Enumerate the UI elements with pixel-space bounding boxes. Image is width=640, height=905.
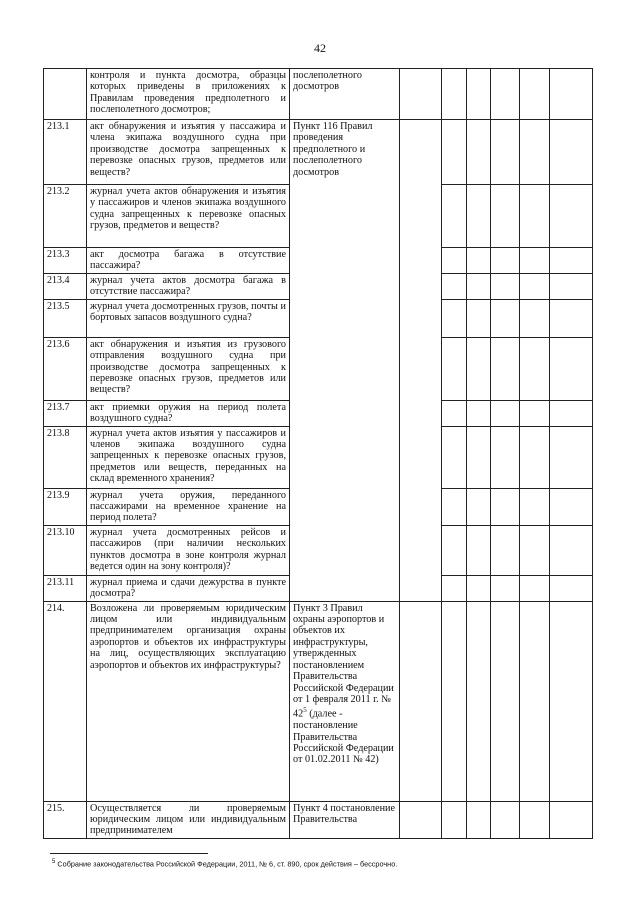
footnote-ref: 5 [303,706,307,715]
row-number: 213.2 [44,185,87,248]
answer-cell [520,120,550,185]
question-text: журнал учета досмотренных рейсов и пассажиров (при наличии нескольких пунктов досмотра в зоне контроля журнал ведется один на зону контроля)? [87,525,290,575]
answer-cell [442,185,467,248]
answer-cell [491,525,520,575]
answer-cell [442,426,467,488]
legal-basis: Пункт 4 постановление Правительства [290,801,400,838]
question-text: акт обнаружения и изъятия у пассажира и члена экипажа воздушного судна при производстве досмотра запрещенных к перевозке опасных грузов, предметов или веществ? [87,120,290,185]
question-text: журнал учета актов изъятия у пассажиров и членов экипажа воздушного судна запрещенных к перевозке опасных грузов, предметов или веществ, переданных на склад временного хранения? [87,426,290,488]
row-number: 213.3 [44,248,87,274]
question-text: журнал учета оружия, переданного пассажирами на временное хранение на период полета? [87,488,290,525]
footnote-mark: 5 [52,859,56,865]
answer-cell [491,801,520,838]
answer-cell [520,400,550,426]
table-row [44,120,593,185]
answer-cell [467,69,491,120]
answer-cell [400,69,442,120]
answer-cell [491,120,520,185]
answer-cell [550,525,593,575]
answer-cell [442,299,467,337]
question-text: акт досмотра багажа в отсутствие пассажира? [87,248,290,274]
row-number: 214. [44,601,87,801]
answer-cell [442,274,467,300]
answer-cell [550,337,593,400]
answer-cell [491,274,520,300]
question-text: акт приемки оружия на период полета воздушного судна? [87,400,290,426]
answer-cell [550,801,593,838]
answer-cell [467,248,491,274]
answer-cell [400,120,442,602]
answer-cell [520,426,550,488]
answer-cell [520,488,550,525]
table-row [44,601,593,801]
answer-cell [467,400,491,426]
answer-cell [550,274,593,300]
answer-cell [467,185,491,248]
answer-cell [550,601,593,801]
question-text: журнал учета актов досмотра багажа в отсутствие пассажира? [87,274,290,300]
answer-cell [520,185,550,248]
row-number: 215. [44,801,87,838]
page-number: 42 [314,41,326,55]
legal-basis [290,601,400,801]
question-text: Возложена ли проверяемым юридическим лицом или индивидуальным предпринимателем организация охраны аэропортов и объектов их инфраструктуры на лиц, осуществляющих эксплуатацию аэропортов и объектов их инфраструктуры? [87,601,290,801]
checklist-table [43,68,593,839]
answer-cell [442,525,467,575]
answer-cell [520,69,550,120]
row-number: 213.1 [44,120,87,185]
answer-cell [491,185,520,248]
answer-cell [467,488,491,525]
answer-cell [520,337,550,400]
answer-cell [520,274,550,300]
answer-cell [400,601,442,801]
answer-cell [550,299,593,337]
answer-cell [467,801,491,838]
answer-cell [467,337,491,400]
row-number: 213.9 [44,488,87,525]
answer-cell [400,801,442,838]
legal-basis-tail: (далее - постановление Правительства Российской Федерации от 01.02.2011 № 42) [293,708,394,766]
answer-cell [442,248,467,274]
answer-cell [467,426,491,488]
footnote-divider [50,853,208,854]
answer-cell [442,400,467,426]
row-number: 213.5 [44,299,87,337]
answer-cell [550,426,593,488]
answer-cell [442,601,467,801]
answer-cell [550,488,593,525]
question-text: акт обнаружения и изъятия из грузового отправления воздушного судна при производстве досмотра запрещенных к перевозке опасных грузов, предметов или веществ? [87,337,290,400]
answer-cell [520,299,550,337]
answer-cell [550,120,593,185]
answer-cell [550,185,593,248]
answer-cell [467,525,491,575]
legal-basis: послеполетного досмотров [290,69,400,120]
table-row [44,801,593,838]
answer-cell [520,601,550,801]
answer-cell [491,601,520,801]
answer-cell [550,575,593,601]
row-number: 213.11 [44,575,87,601]
question-text: журнал приема и сдачи дежурства в пункте досмотра? [87,575,290,601]
row-number [44,69,87,120]
answer-cell [442,120,467,185]
answer-cell [550,400,593,426]
answer-cell [520,248,550,274]
answer-cell [491,337,520,400]
answer-cell [520,575,550,601]
answer-cell [520,525,550,575]
question-text: контроля и пункта досмотра, образцы которых приведены в приложениях к Правилам проведения предполетного и послеполетного досмотров; [87,69,290,120]
row-number: 213.4 [44,274,87,300]
answer-cell [467,575,491,601]
answer-cell [491,69,520,120]
answer-cell [491,488,520,525]
answer-cell [550,248,593,274]
question-text: журнал учета досмотренных грузов, почты и бортовых запасов воздушного судна? [87,299,290,337]
answer-cell [467,601,491,801]
answer-cell [442,575,467,601]
legal-basis-main: Пункт 3 Правил охраны аэропортов и объектов их инфраструктуры, утвержденных постановлением Правительства Российской Федерации от 1 февраля 2011 г. № 42 [293,602,394,720]
legal-basis: Пункт 116 Правил проведения предполетного и послеполетного досмотров [290,120,400,602]
row-number: 213.10 [44,525,87,575]
answer-cell [550,69,593,120]
answer-cell [520,801,550,838]
answer-cell [491,426,520,488]
answer-cell [442,69,467,120]
answer-cell [491,299,520,337]
footnote [52,859,397,868]
row-number: 213.6 [44,337,87,400]
answer-cell [467,120,491,185]
answer-cell [442,337,467,400]
question-text: журнал учета актов обнаружения и изъятия у пассажиров и членов экипажа воздушного судна запрещенных к перевозке опасных грузов, предметов и веществ? [87,185,290,248]
row-number: 213.8 [44,426,87,488]
answer-cell [491,575,520,601]
answer-cell [467,299,491,337]
answer-cell [491,248,520,274]
row-number: 213.7 [44,400,87,426]
table-row [44,69,593,120]
answer-cell [467,274,491,300]
answer-cell [491,400,520,426]
question-text: Осуществляется ли проверяемым юридическим лицом или индивидуальным предпринимателем [87,801,290,838]
footnote-text: Собрание законодательства Российской Федерации, 2011, № 6, ст. 890, срок действия – бессрочно. [55,859,398,869]
answer-cell [442,801,467,838]
answer-cell [442,488,467,525]
